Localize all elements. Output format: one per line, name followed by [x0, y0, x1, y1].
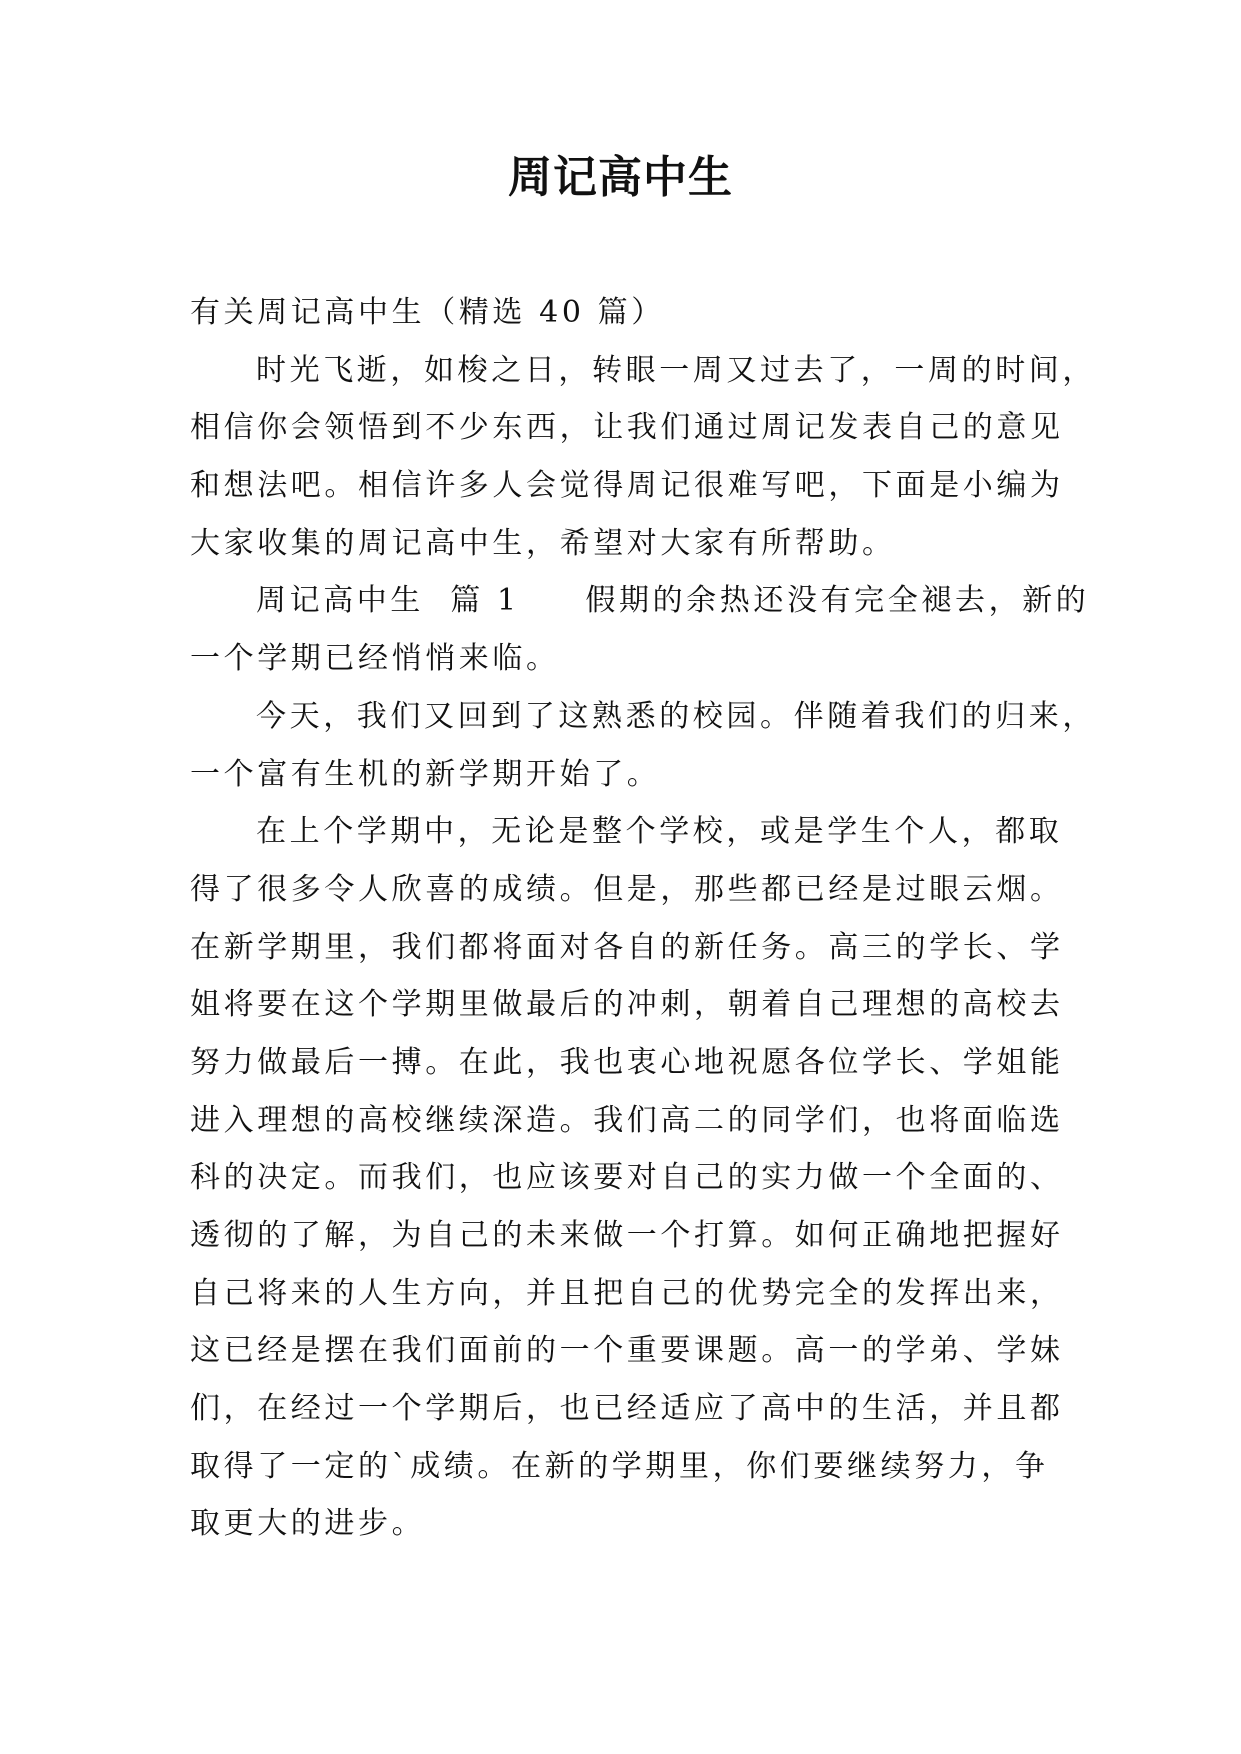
paragraph-line: 们，在经过一个学期后，也已经适应了高中的生活，并且都 — [190, 1391, 1064, 1427]
paragraph-line: 得了很多令人欣喜的成绩。但是，那些都已经是过眼云烟。 — [190, 871, 1064, 907]
intro-paragraph-line: 时光飞逝，如梭之日，转眼一周又过去了，一周的时间， — [256, 352, 1096, 388]
document-title: 周记高中生 — [508, 152, 733, 203]
subtitle-line: 有关周记高中生（精选 40 篇） — [190, 295, 665, 330]
paragraph-line: 取得了一定的`成绩。在新的学期里，你们要继续努力，争 — [190, 1448, 1049, 1484]
paragraph-line: 透彻的了解，为自己的未来做一个打算。如何正确地把握好 — [190, 1218, 1064, 1253]
paragraph-line: 取更大的进步。 — [190, 1506, 426, 1542]
paragraph-line: 在上个学期中，无论是整个学校，或是学生个人，都取 — [256, 814, 1063, 850]
paragraph-line: 今天，我们又回到了这熟悉的校园。伴随着我们的归来， — [256, 698, 1096, 734]
paragraph-line: 这已经是摆在我们面前的一个重要课题。高一的学弟、学妹 — [190, 1333, 1064, 1369]
paragraph-line: 进入理想的高校继续深造。我们高二的同学们，也将面临选 — [190, 1102, 1064, 1138]
paragraph-line: 姐将要在这个学期里做最后的冲刺，朝着自己理想的高校去 — [190, 987, 1064, 1023]
paragraph-line: 努力做最后一搏。在此，我也衷心地祝愿各位学长、学姐能 — [190, 1044, 1064, 1080]
paragraph-line: 一个富有生机的新学期开始了。 — [190, 756, 661, 792]
intro-paragraph-line: 大家收集的周记高中生，希望对大家有所帮助。 — [190, 525, 896, 561]
section-heading-line: 周记高中生 篇 1 假期的余热还没有完全褪去，新的 — [256, 583, 1090, 619]
paragraph-line: 科的决定。而我们，也应该要对自己的实力做一个全面的、 — [190, 1160, 1064, 1196]
intro-paragraph-line: 和想法吧。相信许多人会觉得周记很难写吧，下面是小编为 — [190, 468, 1064, 504]
document-body — [190, 284, 1096, 1553]
paragraph-line: 一个学期已经悄悄来临。 — [190, 641, 560, 677]
intro-paragraph-line: 相信你会领悟到不少东西，让我们通过周记发表自己的意见 — [190, 410, 1064, 446]
paragraph-line: 在新学期里，我们都将面对各自的新任务。高三的学长、学 — [190, 929, 1064, 965]
paragraph-line: 自己将来的人生方向，并且把自己的优势完全的发挥出来， — [190, 1275, 1064, 1311]
